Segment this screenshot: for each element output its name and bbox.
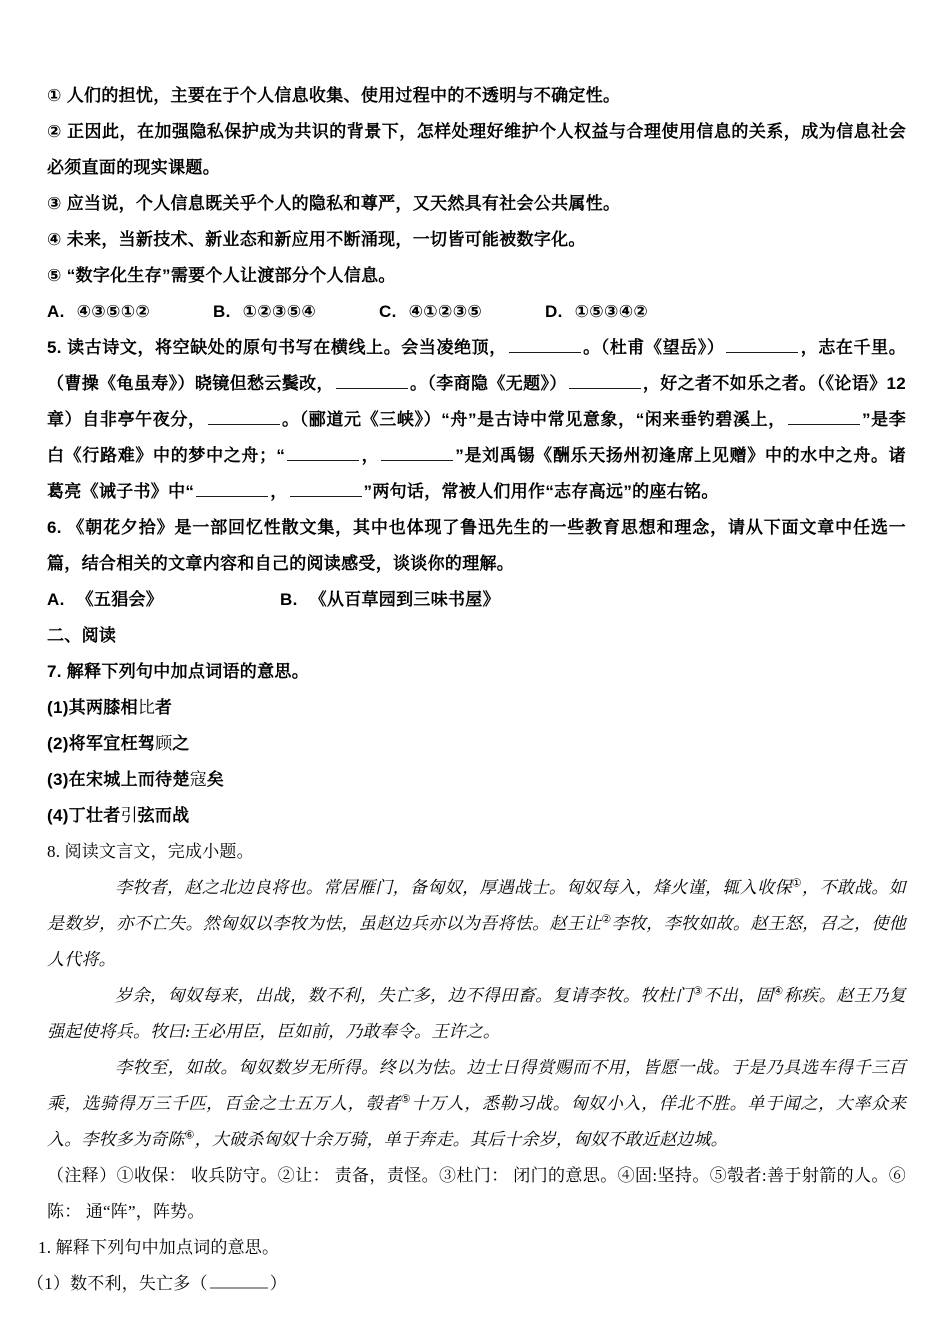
option-title: 《从百草园到三味书屋》 (309, 590, 500, 609)
q6-option-a (47, 582, 280, 618)
q5-segment: ”是刘禹锡《酬乐天扬州初逢席上见赠》中的水中之舟。诸葛亮《诫子书》中“ (47, 446, 906, 501)
classical-paragraph-2 (47, 978, 906, 1050)
q7-item-text: 弦而战 (137, 806, 190, 825)
q4-option-b (213, 294, 379, 330)
q5-blank-2 (726, 338, 798, 353)
q5-segment: 5. 读古诗文，将空缺处的原句书写在横线上。会当凌绝顶， (47, 338, 507, 357)
q4-sentence-5: ⑤ “数字化生存”需要个人让渡部分个人信息。 (47, 266, 396, 285)
q7-item-4 (47, 798, 906, 834)
q8-notes: （注释）①收保： 收兵防守。②让： 责备，责怪。③杜门： 闭门的意思。④固:坚持。⑤彀者:善于射箭的人。⑥陈： 通“阵”，阵势。 (47, 1166, 906, 1221)
q5-blank-5 (208, 410, 280, 425)
q7-item-text: (3)在宋城上而待楚 (47, 770, 190, 789)
q7-item-2 (47, 726, 906, 762)
classical-text: 岁余，匈奴每来，出战，数不利，失亡多，边不得田畜。复请李牧。牧杜门 (115, 986, 693, 1006)
q5-segment: 。（郦道元《三峡》）“舟”是古诗中常见意象，“闲来垂钓碧溪上， (281, 410, 786, 429)
footnote-marker: ① (791, 876, 803, 890)
q6-question: 6. 《朝花夕拾》是一部回忆性散文集，其中也体现了鲁迅先生的一些教育思想和理念，请从下面文章中任选一篇，结合相关的文章内容和自己的阅读感受，谈谈你的理解。 (47, 518, 906, 573)
q5-question (47, 330, 906, 510)
q4-sentence-4: ④ 未来，当新技术、新业态和新应用不断涌现，一切皆可能被数字化。 (47, 230, 586, 249)
q5-blank-10 (290, 482, 362, 497)
answer-blank (210, 1274, 268, 1289)
q5-segment: ”两句话，常被人们用作“志存高远”的座右铭。 (363, 482, 719, 501)
option-value: ①②③⑤④ (242, 302, 317, 321)
q7-item-text: (2)将军宜枉驾 (47, 734, 156, 753)
q8-sub1-item-1 (27, 1266, 906, 1302)
classical-text: ，大破杀匈奴十余万骑，单于奔走。其后十余岁，匈奴不敢近赵边城。 (194, 1130, 728, 1150)
q4-sentence-2: ② 正因此，在加强隐私保护成为共识的背景下，怎样处理好维护个人权益与合理使用信息的关系，成为信息社会必须直面的现实课题。 (47, 122, 906, 177)
q7-item-3 (47, 762, 906, 798)
option-label: B. (280, 590, 298, 609)
q5-blank-1 (509, 338, 581, 353)
section-heading: 二、阅读 (47, 626, 117, 645)
q7-item-text: 之 (172, 734, 190, 753)
footnote-marker: ③ (692, 984, 704, 998)
classical-text: 李牧至，如故。匈奴数岁无所得。终以为怯。边士日得赏赐而不用，皆愿一战。于是乃具选车得千三百乘，选骑得万三千匹，百金之士五万人，彀者 (47, 1058, 906, 1114)
q4-sentence-3: ③ 应当说，个人信息既关乎个人的隐私和尊严，又天然具有社会公共属性。 (47, 194, 621, 213)
q6-options-row (47, 582, 906, 618)
classical-text: 李牧者，赵之北边良将也。常居雁门，备匈奴，厚遇战士。匈奴每入，烽火谨，辄入收保 (115, 878, 792, 898)
footnote-marker: ⑥ (184, 1128, 195, 1142)
q5-segment: ，志在千里。（曹操《龟虽寿》）晓镜但愁云鬓改， (47, 338, 906, 393)
q5-segment: ，好之者不如乐之者。（《论语》12章）自非亭午夜分， (47, 374, 906, 429)
q5-segment: ， (361, 446, 380, 465)
q5-blank-3 (336, 374, 408, 389)
q8-prompt: 8. 阅读文言文，完成小题。 (47, 842, 254, 861)
q4-option-c (379, 294, 545, 330)
q7-item-text: 者 (154, 698, 173, 717)
q5-segment: 。（杜甫《望岳》） (582, 338, 725, 357)
option-label: D. (545, 302, 563, 321)
classical-text: ，不敢战。如是数岁，亦不亡失。然匈奴以李牧为怯，虽赵边兵亦以为吾将怯。赵王让 (47, 878, 906, 934)
classical-text: 李牧，李牧如故。赵王怒，召之，使他人代将。 (47, 914, 906, 970)
option-label: A. (47, 302, 65, 321)
footnote-marker: ② (601, 912, 612, 926)
classical-paragraph-3 (47, 1050, 906, 1158)
option-value: ④①②③⑤ (408, 302, 483, 321)
sub-item-text: ） (269, 1274, 287, 1293)
q7-item-1 (47, 690, 906, 726)
q8-sub1-prompt: 1. 解释下列句中加点词的意思。 (38, 1238, 280, 1257)
dotted-word: 顾 (155, 734, 173, 753)
q7-item-text: (4)丁壮者 (47, 806, 121, 825)
classical-text: 十万人，悉勒习战。匈奴小入，佯北不胜。单于闻之，大率众来入。李牧多为奇陈 (47, 1094, 907, 1150)
dotted-word: 引 (120, 806, 138, 825)
q7-item-text: 矣 (206, 770, 225, 789)
option-value: ①⑤③④② (574, 302, 649, 321)
q5-blank-7 (287, 446, 359, 461)
dotted-word: 比 (137, 698, 155, 717)
classical-text: 不出，固 (703, 986, 774, 1006)
sub-item-text: （1）数不利，失亡多（ (27, 1274, 208, 1293)
q5-segment: ”是李白《行路难》中的梦中之舟；“ (47, 410, 906, 465)
option-label: A. (47, 590, 65, 609)
classical-text: 称疾。赵王乃复强起使将兵。牧曰:王必用臣，臣如前，乃敢奉令。王许之。 (47, 986, 906, 1042)
q4-option-a (47, 294, 213, 330)
q4-sentence-1: ① 人们的担忧，主要在于个人信息收集、使用过程中的不透明与不确定性。 (47, 86, 621, 105)
q6-option-b (280, 590, 500, 609)
q5-segment: 。（李商隐《无题》） (409, 374, 567, 393)
footnote-marker: ④ (773, 984, 784, 998)
footnote-marker: ⑤ (400, 1092, 412, 1106)
option-label: B. (213, 302, 231, 321)
q7-item-text: (1)其两膝相 (47, 698, 138, 717)
q5-blank-8 (381, 446, 453, 461)
q4-option-d (545, 294, 648, 330)
q5-segment: ， (270, 482, 288, 501)
q7-prompt: 7. 解释下列句中加点词语的意思。 (47, 662, 310, 681)
option-value: ④③⑤①② (76, 302, 151, 321)
q5-blank-4 (569, 374, 641, 389)
q4-options-row (47, 294, 906, 330)
q5-blank-9 (196, 482, 268, 497)
option-label: C. (379, 302, 397, 321)
classical-paragraph-1 (47, 870, 906, 978)
dotted-word: 寇 (189, 770, 207, 789)
option-title: 《五猖会》 (76, 590, 164, 609)
q5-blank-6 (788, 410, 860, 425)
